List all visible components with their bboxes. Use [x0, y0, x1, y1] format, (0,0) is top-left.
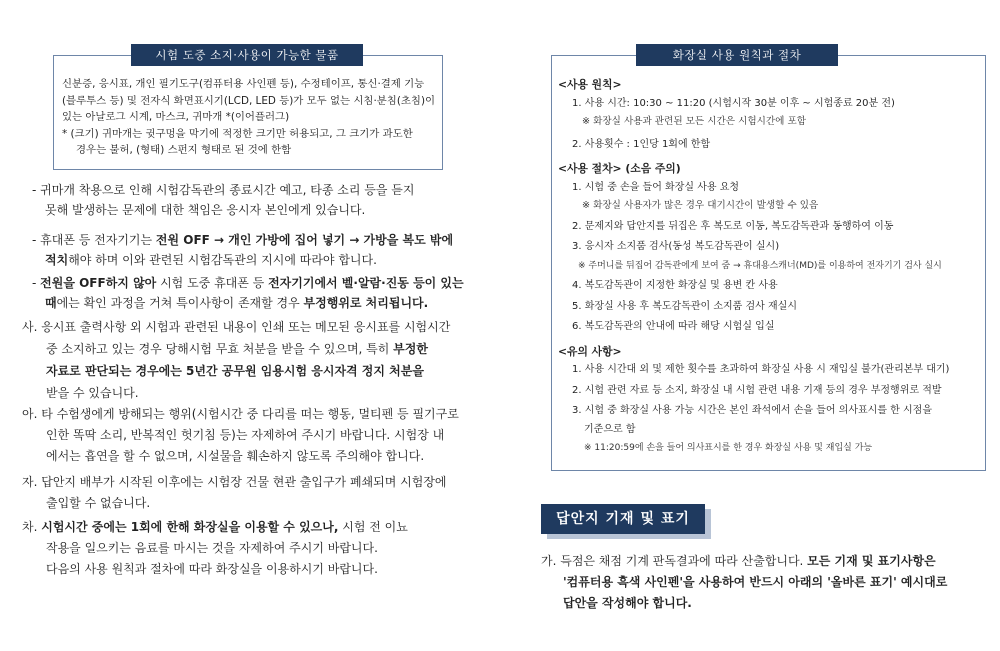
item-sa-l3: 자료로 판단되는 경우에는 5년간 공무원 임용시험 응시자격 정지 처분을 — [46, 364, 424, 378]
item-ja-l2: 출입할 수 없습니다. — [46, 496, 151, 510]
principle-1: 1. 사용 시간: 10:30 ~ 11:20 (시험시작 30분 이후 ~ 시험종료 20분 전) — [572, 97, 895, 109]
item-ga-l3b: 작성 — [601, 596, 626, 610]
procedure-6: 6. 복도감독관의 안내에 따라 해당 시험실 입실 — [572, 321, 775, 332]
item-ga-l2: '컴퓨터용 흑색 사인펜'을 사용하여 반드시 아래의 '올바른 표기' 예시대로 — [563, 575, 948, 589]
item-sa-l1: 사. 응시표 출력사항 외 시험과 관련된 내용이 인쇄 또는 메모된 응시표를 시험시간 — [22, 320, 451, 334]
item-ga-l3c: 해야 합니다. — [625, 596, 692, 610]
item-a-l1: 아. 타 수험생에게 방해되는 행위(시험시간 중 다리를 떠는 행동, 멀티펜 등 필기구로 — [22, 407, 459, 421]
bullet-phone-l2a: 적치 — [45, 253, 69, 267]
allowed-line-5: 경우는 불허, (형태) 스펀지 형태로 된 것에 한함 — [76, 144, 292, 156]
item-sa-l2b: 부정한 — [393, 342, 428, 356]
allowed-items-title: 시험 도중 소지·사용이 가능한 물품 — [131, 44, 363, 66]
allowed-line-4: * (크기) 귀마개는 귓구멍을 막기에 적정한 크기만 허용되고, 그 크기가 과도한 — [62, 127, 413, 140]
caution-3-note: ※ 11:20:59에 손을 들어 의사표시를 한 경우 화장실 사용 및 재입실 가능 — [584, 443, 873, 453]
procedure-2: 2. 문제지와 답안지를 뒤집은 후 복도로 이동, 복도감독관과 동행하여 이동 — [572, 220, 894, 232]
bullet-power-l2b: 에는 확인 과정을 거쳐 특이사항이 존재할 경우 — [56, 296, 304, 310]
item-sa-l2 — [22, 338, 462, 360]
bullet-power-l2 — [32, 293, 462, 313]
caution-3-cont: 기준으로 함 — [584, 423, 636, 435]
item-sa — [22, 316, 462, 404]
item-cha — [22, 517, 462, 580]
allowed-line-2: (블루투스 등) 및 전자식 화면표시기(LCD, LED 등)가 모두 없는 시침·분침(초침)이 — [62, 94, 436, 107]
procedure-1-note: ※ 화장실 사용자가 많은 경우 대기시간이 발생할 수 있음 — [582, 200, 819, 211]
item-a-l3: 에서는 흡연을 할 수 없으며, 시설물을 훼손하지 않도록 주의해야 합니다. — [46, 449, 425, 463]
item-sa-l4: 받을 수 있습니다. — [46, 386, 139, 400]
procedure-3-note: ※ 주머니를 뒤집어 감독관에게 보여 줌 → 휴대용스캐너(MD)를 이용하여 전자기기 검사 실시 — [578, 260, 942, 271]
bullet-power-l2c: 부정행위로 처리됩니다. — [303, 296, 429, 310]
bullet-power-l1d: 전자기기에서 벨·알람·진동 등이 있는 — [268, 276, 464, 290]
item-cha-l2: 작용을 일으키는 음료를 마시는 것을 자제하여 주시기 바랍니다. — [46, 541, 378, 555]
bullet-phone-l1b: 전원 OFF → 개인 가방에 집어 넣기 → 가방을 복도 밖에 — [155, 233, 454, 247]
item-ja-l1: 자. 답안지 배부가 시작된 이후에는 시험장 건물 현관 출입구가 폐쇄되며 시험장에 — [22, 475, 447, 489]
item-a-l2: 인한 똑딱 소리, 반복적인 헛기침 등)는 자제하여 주시기 바랍니다. 시험장 내 — [46, 428, 445, 442]
allowed-line-3: 있는 아날로그 시계, 마스크, 귀마개 *(이어플러그) — [62, 111, 290, 123]
item-ja — [22, 472, 462, 514]
bullet-phone-l2b: 해야 하며 이와 관련된 시험감독관의 지시에 따라야 합니다. — [68, 253, 377, 267]
item-ga-l1a: 가. 득점은 채점 기계 판독결과에 따라 산출합니다. — [541, 554, 808, 568]
sec-principles-header: <사용 원칙> — [558, 78, 622, 91]
procedure-3: 3. 응시자 소지품 검사(동성 복도감독관이 실시) — [572, 241, 780, 252]
bullet-power-l1 — [32, 273, 462, 293]
bullet-phone-l1a: - 휴대폰 등 전자기기는 — [32, 233, 156, 247]
bullet-power-l1c: 시험 도중 휴대폰 등 — [156, 276, 269, 290]
procedure-4: 4. 복도감독관이 지정한 화장실 및 용변 칸 사용 — [572, 280, 778, 291]
item-a — [22, 404, 462, 467]
item-cha-l1b: 시험시간 중에는 1회에 한해 화장실을 이용할 수 있으나, — [41, 520, 339, 534]
bullet-phone — [32, 230, 462, 270]
procedure-1: 1. 시험 중 손을 들어 화장실 사용 요청 — [572, 181, 740, 193]
item-cha-l1c: 시험 전 이뇨 — [338, 520, 408, 534]
caution-3: 3. 시험 중 화장실 사용 가능 시간은 본인 좌석에서 손을 들어 의사표시를 한 시점을 — [572, 405, 932, 416]
bullet-earplug-l1: - 귀마개 착용으로 인해 시험감독관의 종료시간 예고, 타종 소리 등을 듣지 — [32, 183, 415, 197]
allowed-line-1: 신분증, 응시표, 개인 필기도구(컴퓨터용 사인펜 등), 수정테이프, 통신·결제 기능 — [62, 78, 425, 90]
answer-sheet-section-title: 답안지 기재 및 표기 — [541, 504, 705, 534]
item-ga-l3 — [541, 593, 986, 614]
item-cha-l3: 다음의 사용 원칙과 절차에 따라 화장실을 이용하시기 바랍니다. — [46, 562, 378, 576]
restroom-title: 화장실 사용 원칙과 절차 — [636, 44, 838, 66]
principle-2: 2. 사용횟수 : 1인당 1회에 한함 — [572, 138, 711, 150]
item-ga-l1b: 모든 기재 및 표기사항은 — [807, 554, 936, 568]
restroom-text — [558, 76, 982, 458]
allowed-items-text — [62, 76, 438, 159]
sec-procedure-header: <사용 절차> (소음 주의) — [558, 162, 681, 175]
item-ga-l3a: 답안을 — [563, 596, 602, 610]
item-ga-l1 — [541, 551, 986, 572]
principle-1-note: ※ 화장실 사용과 관련된 모든 시간은 시험시간에 포함 — [582, 116, 807, 127]
bullet-phone-l1 — [32, 230, 462, 250]
bullet-earplug — [32, 180, 462, 220]
bullet-power-l1a: - — [32, 276, 41, 290]
bullet-phone-l2 — [32, 250, 462, 270]
sec-cautions-header: <유의 사항> — [558, 344, 622, 358]
caution-1: 1. 사용 시간대 외 및 제한 횟수를 초과하여 화장실 사용 시 재입실 불가(관리본부 대기) — [572, 364, 950, 375]
bullet-power-l1b: 전원을 OFF하지 않아 — [40, 276, 157, 290]
item-ga — [541, 551, 986, 614]
procedure-5: 5. 화장실 사용 후 복도감독관이 소지품 검사 재실시 — [572, 300, 797, 312]
item-cha-l1 — [22, 517, 462, 538]
bullet-earplug-l2: 못해 발생하는 문제에 대한 책임은 응시자 본인에게 있습니다. — [45, 203, 366, 217]
caution-2: 2. 시험 관련 자료 등 소지, 화장실 내 시험 관련 내용 기재 등의 경우 부정행위로 적발 — [572, 384, 942, 396]
item-cha-l1a: 차. — [22, 520, 42, 534]
item-sa-l2a: 중 소지하고 있는 경우 당해시험 무효 처분을 받을 수 있으며, 특히 — [46, 342, 394, 356]
bullet-power — [32, 273, 462, 313]
bullet-power-l2a: 때 — [45, 296, 57, 310]
